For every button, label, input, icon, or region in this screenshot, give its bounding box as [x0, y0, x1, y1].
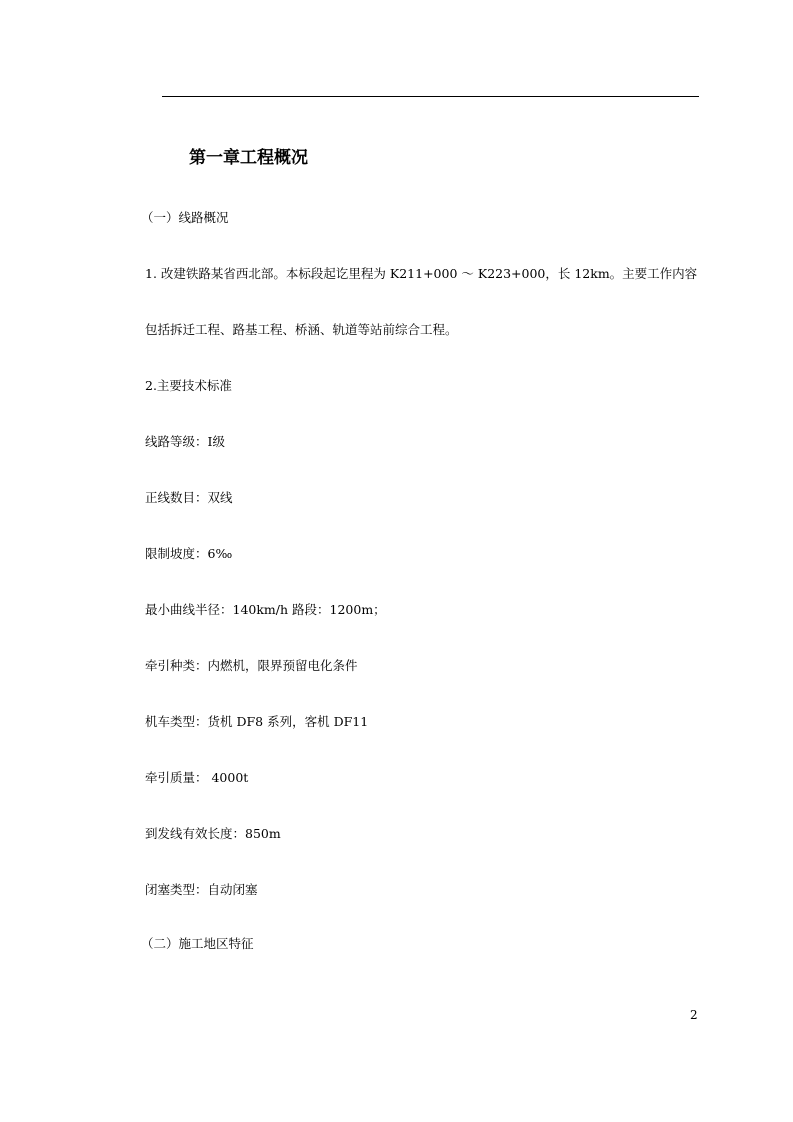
section-heading-route-overview: （一）线路概况 — [141, 210, 229, 225]
standard-main-lines: 正线数目：双线 — [145, 490, 233, 505]
standard-ruling-gradient: 限制坡度：6‰ — [145, 546, 233, 561]
technical-standards-heading: 2.主要技术标准 — [145, 378, 232, 393]
paragraph-project-scope-line-2: 包括拆迁工程、路基工程、桥涵、轨道等站前综合工程。 — [145, 322, 458, 337]
paragraph-project-scope-line-1: 1. 改建铁路某省西北部。本标段起讫里程为 K211+000 ～ K223+000，长 12km。主要工作内容 — [145, 266, 698, 281]
section-heading-construction-area: （二）施工地区特征 — [141, 936, 254, 951]
standard-min-curve-radius: 最小曲线半径：140km/h 路段：1200m； — [145, 602, 386, 617]
standard-block-type: 闭塞类型：自动闭塞 — [145, 882, 258, 897]
page-number: 2 — [690, 1008, 698, 1022]
standard-traction-mass: 牵引质量： 4000t — [145, 770, 249, 785]
standard-traction-type: 牵引种类：内燃机，限界预留电化条件 — [145, 658, 358, 673]
standard-siding-length: 到发线有效长度：850m — [145, 826, 281, 841]
chapter-title: 第一章工程概况 — [189, 148, 308, 168]
standard-locomotive-type: 机车类型：货机 DF8 系列，客机 DF11 — [145, 714, 369, 729]
header-rule — [162, 96, 699, 97]
standard-line-grade: 线路等级：Ⅰ级 — [145, 434, 225, 449]
